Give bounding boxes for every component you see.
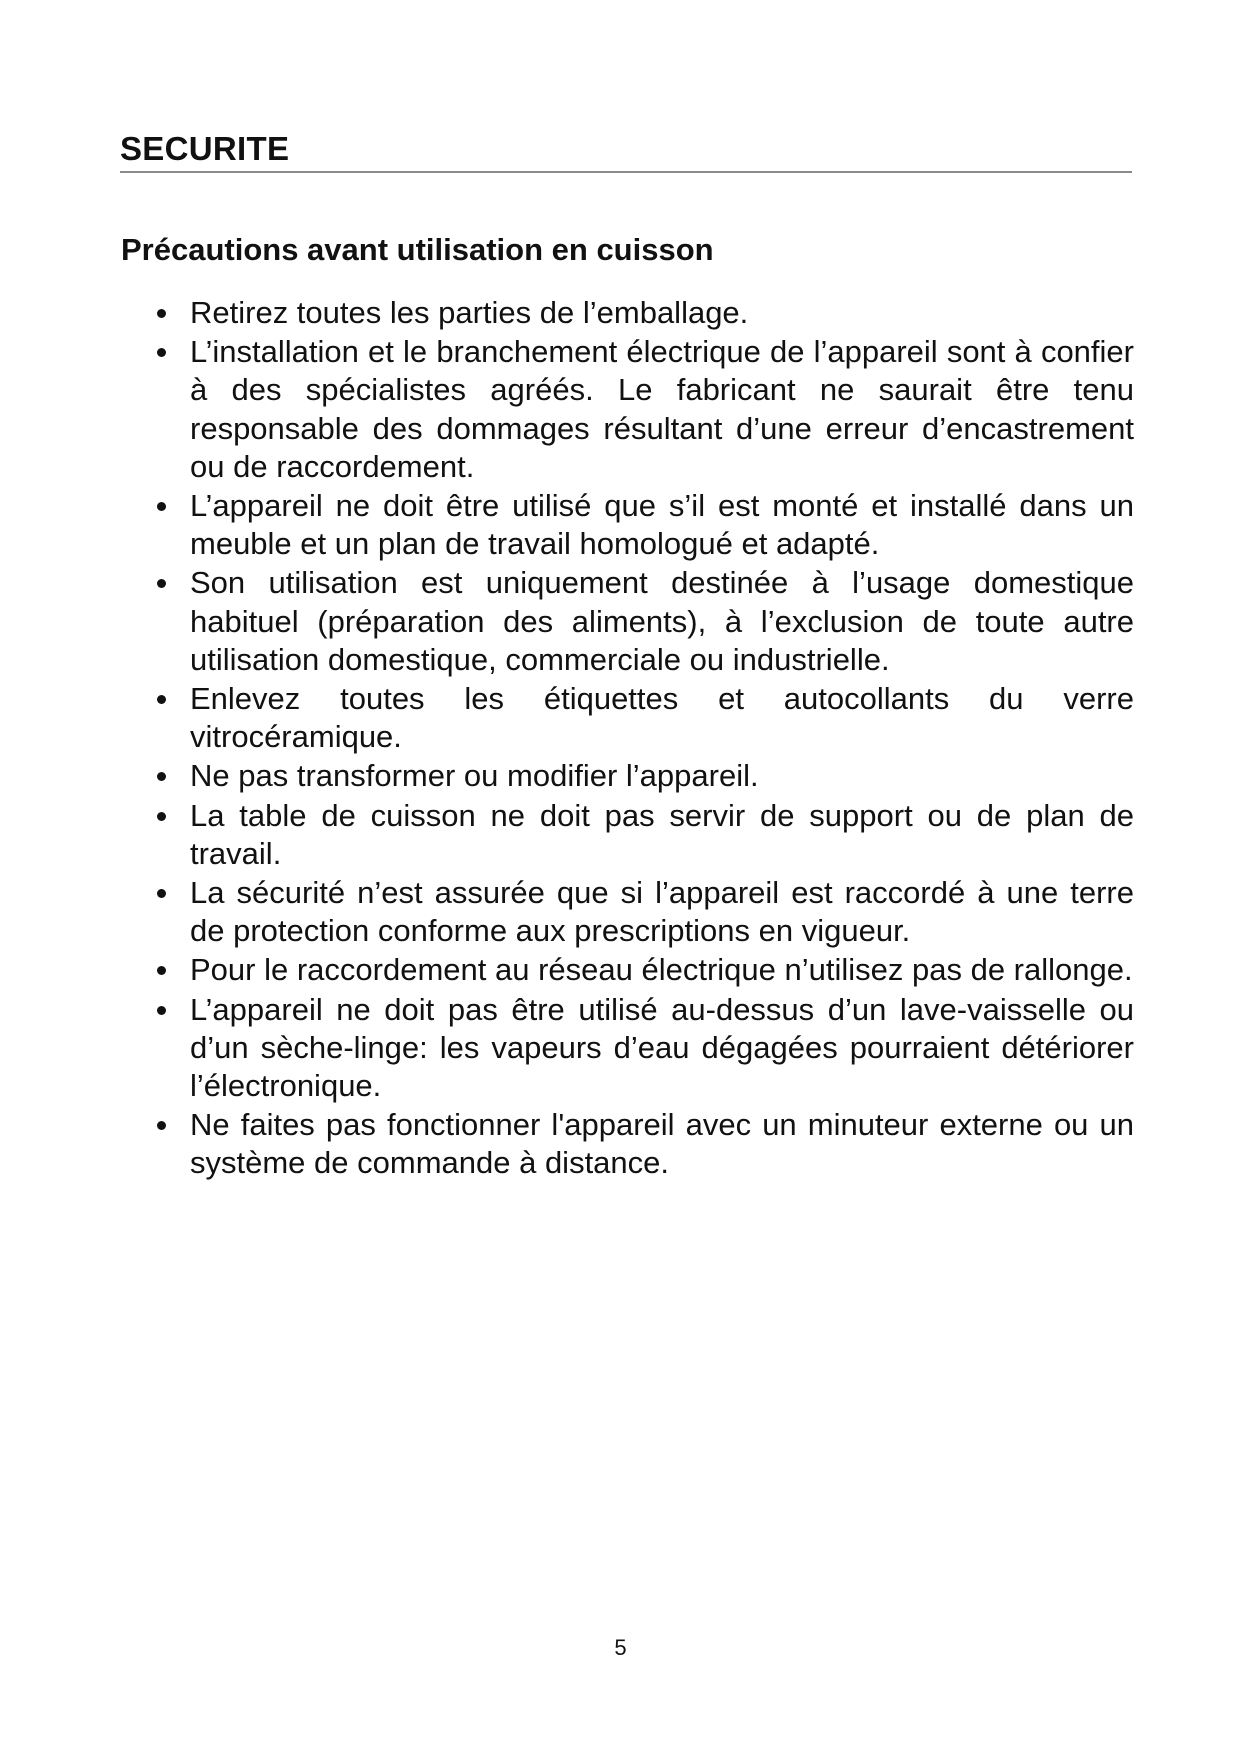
list-item (148, 1106, 1134, 1182)
list-item-text: La table de cuisson ne doit pas servir de support ou de plan de travail. (190, 797, 1134, 871)
page-number: 5 (614, 1635, 627, 1660)
list-item (148, 680, 1134, 756)
list-item-text: Pour le raccordement au réseau électrique n’utilisez pas de rallonge. (190, 952, 1133, 988)
list-item-text: Ne faites pas fonctionner l'appareil avec un minuteur externe ou un système de commande à distance. (190, 1107, 1134, 1181)
bullet-icon (157, 579, 166, 588)
subsection-title: Précautions avant utilisation en cuisson (121, 232, 714, 267)
list-item-text: L’installation et le branchement électrique de l’appareil sont à confier à des spécialistes agréés. Le fabricant ne saurait être tenu responsable des dommages résultant d’une erreur d’encastrement ou de raccordement. (190, 334, 1134, 484)
list-item (148, 874, 1134, 950)
bullet-icon (157, 695, 166, 704)
bullet-icon (157, 348, 166, 357)
list-item (148, 951, 1134, 989)
list-item (148, 333, 1134, 486)
list-item-text: La sécurité n’est assurée que si l’appareil est raccordé à une terre de protection conforme aux prescriptions en vigueur. (190, 875, 1134, 949)
list-item-text: Enlevez toutes les étiquettes et autocollants du verre vitrocéramique. (190, 681, 1134, 755)
list-item (148, 991, 1134, 1106)
bullet-icon (157, 772, 166, 781)
bullet-icon (157, 502, 166, 511)
bullet-icon (157, 309, 166, 318)
bullet-icon (157, 889, 166, 898)
bullet-icon (157, 1006, 166, 1015)
list-item (148, 487, 1134, 563)
list-item-text: Retirez toutes les parties de l’emballage. (190, 295, 749, 330)
list-item-text: Ne pas transformer ou modifier l’appareil. (190, 758, 759, 794)
section-title: SECURITE (120, 130, 1132, 173)
list-item (148, 564, 1134, 679)
bullet-icon (157, 812, 166, 821)
list-item (148, 797, 1134, 873)
list-item-text: Son utilisation est uniquement destinée à l’usage domestique habituel (préparation des aliments), à l’exclusion de toute autre utilisation domestique, commerciale ou industrielle. (190, 565, 1134, 677)
list-item (148, 757, 1134, 795)
list-item-text: L’appareil ne doit pas être utilisé au-dessus d’un lave-vaisselle ou d’un sèche-linge: les vapeurs d’eau dégagées pourraient détériorer l’électronique. (190, 991, 1134, 1104)
bullet-icon (157, 966, 166, 975)
list-item-text: L’appareil ne doit être utilisé que s’il est monté et installé dans un meuble et un plan de travail homologué et adapté. (190, 488, 1134, 562)
list-item (148, 294, 1134, 332)
bullet-icon (157, 1121, 166, 1130)
precautions-list (148, 294, 1134, 1184)
